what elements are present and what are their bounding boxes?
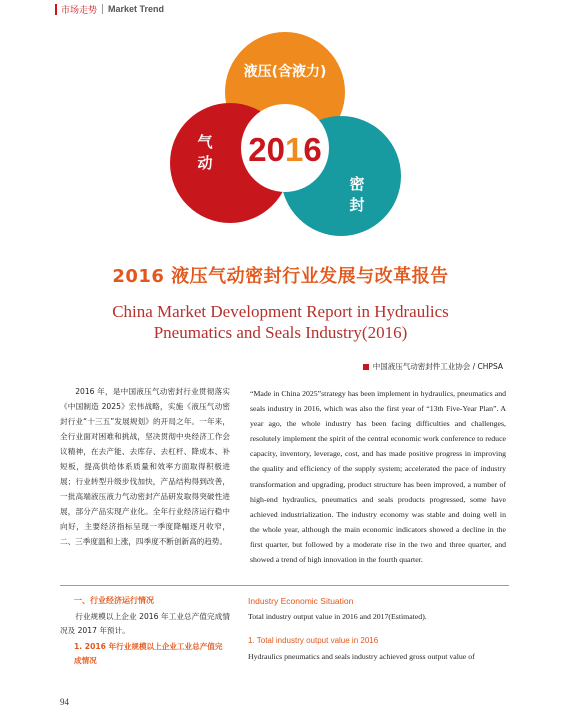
section-para-en: Total industry output value in 2016 and 2017(Estimated). <box>248 612 427 621</box>
running-header <box>55 3 164 15</box>
source-attribution <box>363 361 503 372</box>
section-subheading-cn: 1. 2016 年行业规模以上企业工业总产值完成情况 <box>74 642 223 665</box>
logo-year: 2016 <box>248 131 322 168</box>
report-title-en-line1: China Market Development Report in Hydraulics <box>112 302 449 321</box>
intro-paragraph-en: “Made in China 2025”strategy has been implement in hydraulics, pneumatics and seals industry in 2016, which was also the first year of “13th Five-Year Plan”. A year ago, the whole industry has been facing difficulties and challenges, resolutely implement the spirit of the central economic work conference to reduce capacity, inventory, leverage, cost, and has made positive progress in improving the quality and efficiency of the supply system; accelerated the pace of industry transformation and upgrading, product structure has been improved, a number of high-end hydraulics, pneumatics and seals products progressed, some have achieved industrialization. The industry economy was stable and doing well in the whole year, although the main economic indicators showed a decline in the first quarter, but followed by a moderate rise in the two and three quarter, and showed a trend of high innovation in the fourth quarter. <box>248 384 508 574</box>
logo-label-left-2: 动 <box>197 154 213 172</box>
report-title-en <box>0 301 561 343</box>
header-section-en: Market Trend <box>108 4 165 14</box>
logo-label-right-2: 封 <box>349 196 365 214</box>
section-para-cn: 行业规模以上企业 2016 年工业总产值完成情况及 2017 年预计。 <box>60 612 230 635</box>
logo-label-left-1: 气 <box>197 133 213 151</box>
page-number: 94 <box>60 697 69 707</box>
section-heading-en: Industry Economic Situation <box>248 596 354 606</box>
intro-paragraph-cn: 2016 年，是中国液压气动密封行业贯彻落实《中国制造 2025》宏伟战略，实施《液压气动密封行业“十三五”发展规划》的开局之年。一年来，全行业面对困难和挑战，坚决贯彻中央经济工作会议精神，在去产能、去库存、去杠杆、降成本、补短板，提高供给体系质量和效率方面取得积极进展；行业转型升级步伐加快，产品结构得到改善，一批高端液压液力气动密封产品研发取得突破性进展，部分产品实现产业化。全年行业经济运行稳中向好，主要经济指标呈现一季度降幅逐月收窄，二、三季度温和上涨，四季度不断创新高的趋势。 <box>60 387 230 546</box>
logo-label-right-1: 密 <box>349 175 365 193</box>
section-divider <box>60 585 509 586</box>
section-para2-en: Hydraulics pneumatics and seals industry achieved gross output value of <box>248 652 475 661</box>
source-square-icon <box>363 364 369 370</box>
header-section-cn: 市场走势 <box>61 5 98 16</box>
logo-label-top: 液压(含液力) <box>243 64 327 80</box>
logo-graphic <box>160 30 410 255</box>
section-subheading-en: 1. Total industry output value in 2016 <box>248 636 379 645</box>
header-separator <box>102 4 103 14</box>
section-heading-cn: 一、行业经济运行情况 <box>74 596 154 605</box>
header-accent-bar <box>55 4 57 15</box>
report-title-cn: 2016 液压气动密封行业发展与改革报告 <box>112 266 449 287</box>
source-text: 中国液压气动密封件工业协会 / CHPSA <box>372 362 503 371</box>
report-title-en-line2: Pneumatics and Seals Industry(2016) <box>153 323 408 342</box>
section-en <box>248 594 510 664</box>
section-cn <box>60 594 230 668</box>
industry-logo <box>160 30 410 255</box>
